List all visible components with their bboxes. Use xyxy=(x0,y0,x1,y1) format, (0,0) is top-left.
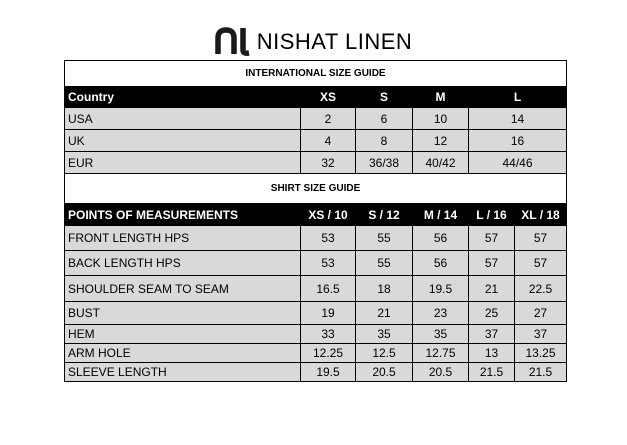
shirt-title-row xyxy=(65,174,567,204)
col-header-l-16: L / 16 xyxy=(469,204,515,226)
row-label: SHOULDER SEAM TO SEAM xyxy=(65,276,301,302)
table-cell: 21.5 xyxy=(469,363,515,382)
brand-name: NISHAT LINEN xyxy=(256,29,413,54)
table-cell: 36/38 xyxy=(356,152,413,174)
col-header-xs: XS xyxy=(301,87,356,108)
table-cell: 57 xyxy=(515,251,567,276)
table-cell: 57 xyxy=(515,226,567,251)
col-header-country: Country xyxy=(65,87,301,108)
row-label: HEM xyxy=(65,325,301,344)
international-title: INTERNATIONAL SIZE GUIDE xyxy=(65,61,567,87)
table-cell: 25 xyxy=(469,302,515,325)
table-cell: 12 xyxy=(413,130,469,152)
row-label: BACK LENGTH HPS xyxy=(65,251,301,276)
table-cell: 10 xyxy=(413,108,469,130)
col-header-m-14: M / 14 xyxy=(413,204,469,226)
row-label: EUR xyxy=(65,152,301,174)
table-cell: 12.25 xyxy=(301,344,356,363)
table-row xyxy=(65,276,567,302)
table-cell: 13 xyxy=(469,344,515,363)
table-cell: 2 xyxy=(301,108,356,130)
table-cell: 27 xyxy=(515,302,567,325)
table-row xyxy=(65,325,567,344)
table-row xyxy=(65,363,567,382)
table-cell: 19.5 xyxy=(413,276,469,302)
table-cell: 53 xyxy=(301,226,356,251)
table-cell: 8 xyxy=(356,130,413,152)
table-cell: 44/46 xyxy=(469,152,567,174)
table-cell: 37 xyxy=(469,325,515,344)
table-cell: 53 xyxy=(301,251,356,276)
table-cell: 14 xyxy=(469,108,567,130)
table-cell: 55 xyxy=(356,226,413,251)
table-cell: 55 xyxy=(356,251,413,276)
table-cell: 16 xyxy=(469,130,567,152)
table-row xyxy=(65,251,567,276)
table-cell: 6 xyxy=(356,108,413,130)
col-header-xs-10: XS / 10 xyxy=(301,204,356,226)
nishat-logo-icon xyxy=(215,26,251,56)
col-header-s: S xyxy=(356,87,413,108)
table-cell: 13.25 xyxy=(515,344,567,363)
table-cell: 56 xyxy=(413,251,469,276)
size-guide-table xyxy=(64,60,567,382)
row-label: BUST xyxy=(65,302,301,325)
table-cell: 32 xyxy=(301,152,356,174)
table-row xyxy=(65,344,567,363)
international-header-row xyxy=(65,87,567,108)
table-row xyxy=(65,130,567,152)
table-row xyxy=(65,108,567,130)
table-cell: 4 xyxy=(301,130,356,152)
shirt-header-row xyxy=(65,204,567,226)
col-header-s-12: S / 12 xyxy=(356,204,413,226)
row-label: USA xyxy=(65,108,301,130)
table-cell: 57 xyxy=(469,226,515,251)
col-header-xl-18: XL / 18 xyxy=(515,204,567,226)
shirt-title: SHIRT SIZE GUIDE xyxy=(65,174,567,204)
table-cell: 35 xyxy=(356,325,413,344)
international-title-row xyxy=(65,61,567,87)
brand-header xyxy=(0,24,627,58)
table-cell: 56 xyxy=(413,226,469,251)
col-header-l: L xyxy=(469,87,567,108)
table-cell: 21 xyxy=(356,302,413,325)
row-label: ARM HOLE xyxy=(65,344,301,363)
table-cell: 21 xyxy=(469,276,515,302)
table-cell: 40/42 xyxy=(413,152,469,174)
table-cell: 20.5 xyxy=(413,363,469,382)
table-cell: 20.5 xyxy=(356,363,413,382)
table-cell: 19.5 xyxy=(301,363,356,382)
table-cell: 12.75 xyxy=(413,344,469,363)
row-label: SLEEVE LENGTH xyxy=(65,363,301,382)
table-cell: 21.5 xyxy=(515,363,567,382)
col-header-m: M xyxy=(413,87,469,108)
table-cell: 57 xyxy=(469,251,515,276)
table-row xyxy=(65,226,567,251)
table-cell: 12.5 xyxy=(356,344,413,363)
row-label: UK xyxy=(65,130,301,152)
table-cell: 18 xyxy=(356,276,413,302)
table-cell: 23 xyxy=(413,302,469,325)
table-row xyxy=(65,152,567,174)
table-cell: 33 xyxy=(301,325,356,344)
table-row xyxy=(65,302,567,325)
table-cell: 19 xyxy=(301,302,356,325)
col-header-measurements: POINTS OF MEASUREMENTS xyxy=(65,204,301,226)
table-cell: 22.5 xyxy=(515,276,567,302)
table-cell: 16.5 xyxy=(301,276,356,302)
table-cell: 37 xyxy=(515,325,567,344)
row-label: FRONT LENGTH HPS xyxy=(65,226,301,251)
table-cell: 35 xyxy=(413,325,469,344)
